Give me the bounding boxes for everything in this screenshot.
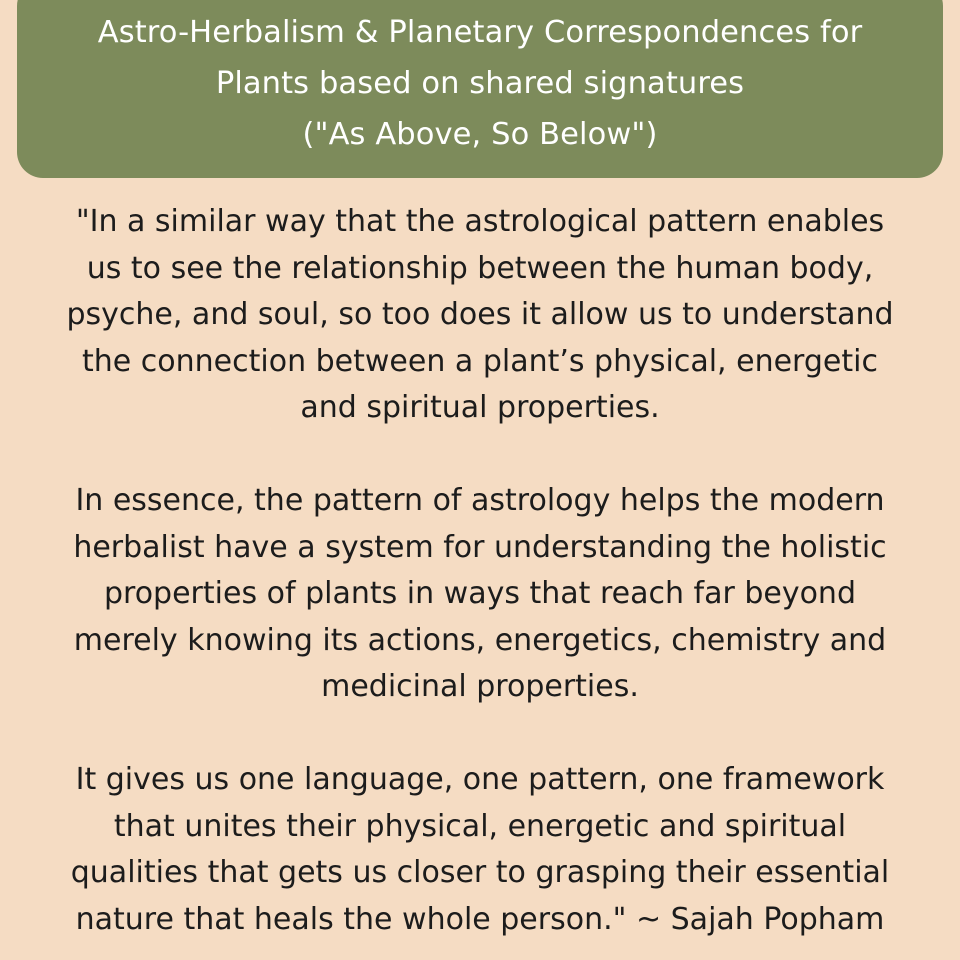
paragraph-gap (0, 711, 960, 758)
quote-line: "In a similar way that the astrological pattern enables (75, 204, 885, 239)
quote-line: and spiritual properties. (300, 390, 660, 425)
quote-line: medicinal properties. (321, 669, 639, 704)
title-banner (17, 0, 943, 178)
title-line-3: ("As Above, So Below") (302, 117, 658, 152)
quote-line: nature that heals the whole person." ~ Sajah Popham (75, 901, 885, 937)
quote-line: herbalist have a system for understanding the holistic (73, 529, 887, 565)
quote-line: that unites their physical, energetic and spiritual (113, 808, 847, 844)
quote-line: psyche, and soul, so too does it allow us to understand (66, 297, 894, 332)
title-line-1: Astro-Herbalism & Planetary Correspondences for (97, 15, 863, 50)
quote-paragraph-2 (0, 478, 960, 711)
quote-line: properties of plants in ways that reach far beyond (103, 576, 856, 611)
quote-line: qualities that gets us closer to grasping their essential (70, 855, 890, 890)
quote-line: merely knowing its actions, energetics, chemistry and (73, 622, 887, 658)
quote-line: In essence, the pattern of astrology helps the modern (75, 483, 885, 518)
quote-line: It gives us one language, one pattern, one framework (75, 762, 885, 797)
quote-block (0, 199, 960, 943)
paragraph-gap (0, 432, 960, 479)
quote-line: us to see the relationship between the human body, (86, 250, 874, 286)
quote-line: the connection between a plant’s physical, energetic (82, 343, 878, 379)
quote-paragraph-3 (0, 757, 960, 943)
title-line-2: Plants based on shared signatures (215, 66, 745, 101)
quote-paragraph-1 (0, 199, 960, 432)
